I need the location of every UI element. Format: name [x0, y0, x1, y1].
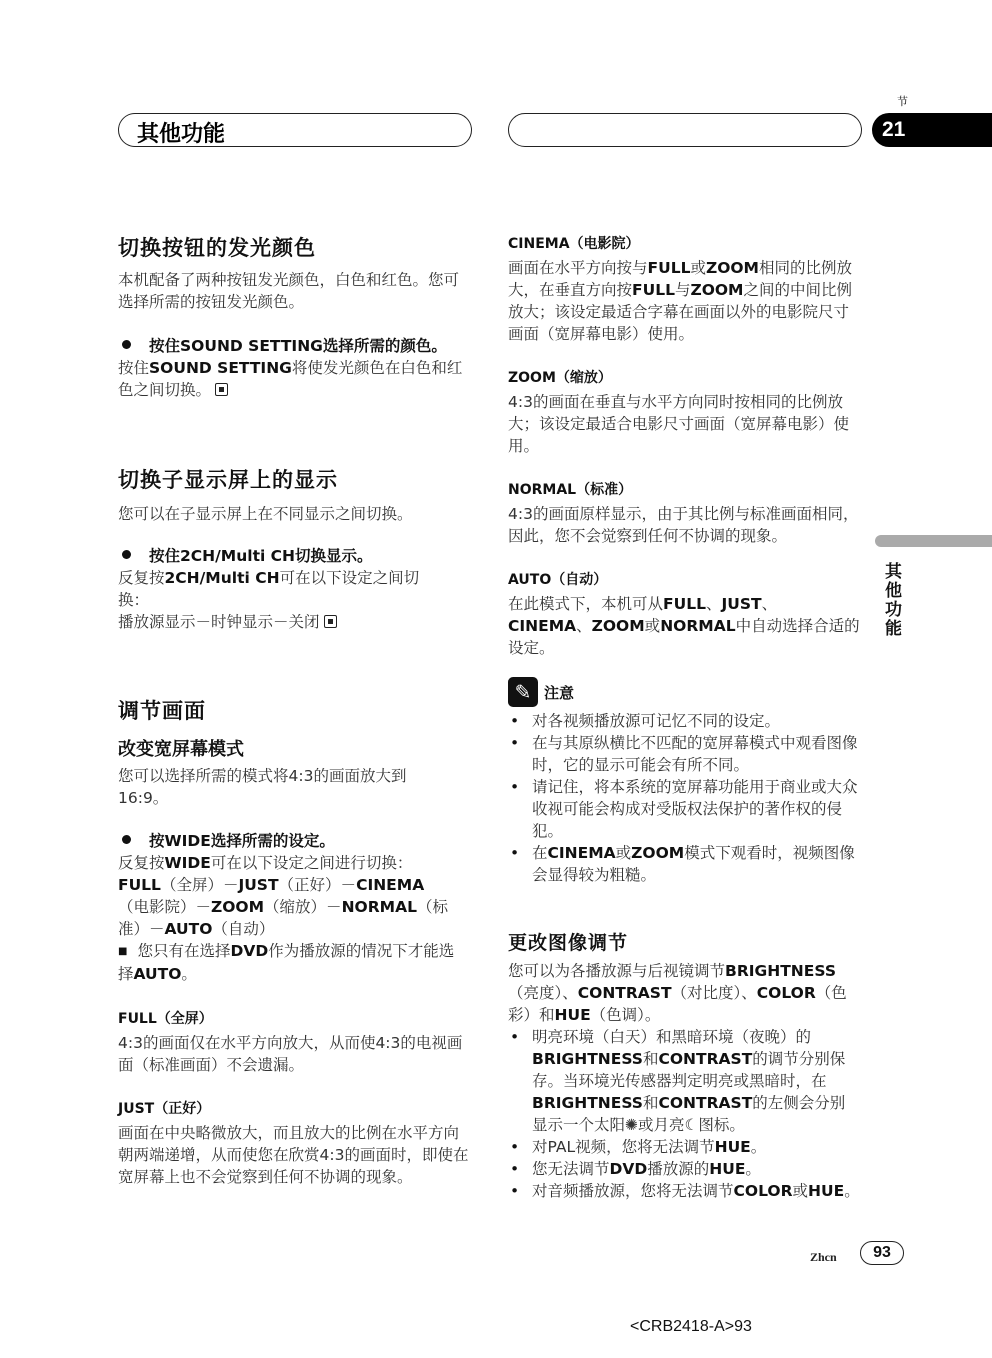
bold-term: ZOOM — [631, 844, 685, 862]
side-tab-label: 其他功能 — [881, 562, 901, 638]
list-item: • 在与其原纵横比不匹配的宽屏幕模式中观看图像时，它的显示可能会有所不同。 — [508, 732, 860, 776]
bold-term: COLOR — [733, 1182, 793, 1200]
header-title: 其他功能 — [137, 122, 226, 147]
bold-term: SOUND SETTING — [149, 359, 292, 377]
bold-term: COLOR — [756, 984, 816, 1002]
step — [118, 830, 470, 852]
note-label: 注意 — [544, 683, 575, 702]
header-empty-pill — [508, 113, 862, 147]
bold-term: DVD — [230, 942, 269, 960]
section-label: 节 — [897, 95, 908, 108]
paragraph: 您可以在子显示屏上在不同显示之间切换。 — [118, 505, 413, 523]
step — [118, 545, 470, 567]
bold-term: WIDE — [164, 854, 211, 872]
square-bullet-icon: ■ — [118, 946, 128, 957]
paragraph: 画面在中央略微放大，而且放大的比例在水平方向朝两端递增，从而使您在欣赏4:3的画面时，即使在宽屏幕上也不会觉察到任何不协调的现象。 — [118, 1124, 469, 1186]
bold-term: ZOOM — [690, 281, 744, 299]
paragraph: 4:3的画面在垂直与水平方向同时按相同的比例放大；该设定最适合电影尺寸画面（宽屏幕电影）使用。 — [508, 393, 850, 455]
note-header — [508, 677, 860, 707]
bullet-icon — [122, 835, 131, 844]
note-list — [508, 710, 860, 886]
mode-title: ZOOM（缩放） — [508, 370, 612, 386]
bold-term: AUTO — [164, 920, 213, 938]
end-mark-icon — [324, 615, 337, 628]
list-item: • 对音频播放源，您将无法调节COLOR或HUE。 — [508, 1180, 860, 1202]
header-title-pill — [118, 113, 472, 147]
section-title: 更改图像调节 — [508, 932, 629, 954]
bold-term: FULL — [647, 259, 691, 277]
bold-term: ZOOM — [705, 259, 759, 277]
bold-term: FULL — [663, 595, 706, 613]
bold-term: JUST — [721, 595, 762, 613]
bold-term: CINEMA — [547, 844, 616, 862]
step-text: 按住2CH/Multi CH切换显示。 — [149, 547, 373, 565]
bold-term: HUE — [554, 1006, 591, 1024]
paragraph: 画面在水平方向按与FULL或ZOOM相同的比例放大，在垂直方向按FULL与ZOOM之间的中间比例放大；该设定最适合字幕在画面以外的电影院尺寸画面（宽屏幕电影）使用。 — [508, 259, 853, 343]
paragraph: 4:3的画面原样显示，由于其比例与标准画面相同，因此，您不会觉察到任何不协调的现象。 — [508, 505, 859, 545]
list-item: • 对各视频播放源可记忆不同的设定。 — [508, 710, 860, 732]
wide-modes — [508, 233, 860, 1202]
bold-term: NORMAL — [660, 617, 736, 635]
note: ■ 您只有在选择DVD作为播放源的情况下才能选择AUTO。 — [118, 942, 455, 983]
bold-term: BRIGHTNESS — [532, 1050, 643, 1068]
end-mark-icon — [215, 383, 228, 396]
paragraph: 本机配备了两种按钮发光颜色，白色和红色。您可选择所需的按钮发光颜色。 — [118, 271, 460, 311]
bold-term: 2CH/Multi CH — [164, 569, 280, 587]
paragraph: 您可以选择所需的模式将4:3的画面放大到16:9。 — [118, 767, 407, 807]
bold-term: FULL — [632, 281, 675, 299]
section-title: 切换子显示屏上的显示 — [118, 468, 338, 492]
section-adjust-picture — [118, 695, 470, 1188]
page-number: 93 — [860, 1241, 904, 1265]
bullet-icon — [122, 550, 131, 559]
list-item: • 请记住，将本系统的宽屏幕功能用于商业或大众收视可能会构成对受版权法保护的著作权的侵犯。 — [508, 776, 860, 842]
step-text: 按住SOUND SETTING选择所需的颜色。 — [149, 337, 447, 355]
bold-term: FULL — [118, 876, 161, 894]
bold-term: HUE — [808, 1182, 845, 1200]
paragraph: 反复按WIDE可在以下设定之间进行切换： — [118, 854, 413, 872]
section-sub-display — [118, 464, 470, 633]
list-item: • 明亮环境（白天）和黑暗环境（夜晚）的BRIGHTNESS和CONTRAST的调节分别保存。当环境光传感器判定明亮或黑暗时，在BRIGHTNESS和CONTRAST的左侧会分别显示一个太阳✺或月亮☾图标。 — [508, 1026, 860, 1136]
bold-term: HUE — [714, 1138, 751, 1156]
bold-term: CONTRAST — [658, 1094, 753, 1112]
bold-term: ZOOM — [211, 898, 265, 916]
section-button-color — [118, 232, 470, 401]
section-title: 切换按钮的发光颜色 — [118, 236, 316, 260]
mode-title: JUST（正好） — [118, 1101, 211, 1117]
bold-term: CINEMA — [356, 876, 425, 894]
paragraph: 在此模式下，本机可从FULL、JUST、CINEMA、ZOOM或NORMAL中自动选择合适的设定。 — [508, 595, 860, 657]
paragraph: 4:3的画面仅在水平方向放大，从而使4:3的电视画面（标准画面）不会遗漏。 — [118, 1034, 463, 1074]
paragraph: 播放源显示－时钟显示－关闭 — [118, 611, 470, 633]
mode-title: NORMAL（标准） — [508, 482, 633, 498]
bold-term: SOUND SETTING — [180, 337, 323, 355]
paragraph: 您可以为各播放源与后视镜调节BRIGHTNESS（亮度）、CONTRAST（对比度）、COLOR（色彩）和HUE（色调）。 — [508, 962, 847, 1024]
bold-term: DVD — [609, 1160, 648, 1178]
side-tab-bar — [875, 535, 992, 547]
subsection-title: 改变宽屏幕模式 — [118, 739, 244, 760]
step-text: 按WIDE选择所需的设定。 — [149, 832, 335, 850]
language-code: Zhcn — [810, 1250, 837, 1264]
bold-term: NORMAL — [341, 898, 417, 916]
mode-title: CINEMA（电影院） — [508, 236, 640, 252]
bold-term: CONTRAST — [658, 1050, 753, 1068]
bold-term: BRIGHTNESS — [532, 1094, 643, 1112]
bullet-icon — [122, 340, 131, 349]
bold-term: CONTRAST — [577, 984, 672, 1002]
step — [118, 335, 470, 357]
mode-sequence: FULL（全屏）－JUST（正好）－CINEMA（电影院）－ZOOM（缩放）－NORMAL（标准）－AUTO（自动） — [118, 876, 448, 938]
list-item: • 在CINEMA或ZOOM模式下观看时，视频图像会显得较为粗糙。 — [508, 842, 860, 886]
mode-title: AUTO（自动） — [508, 572, 608, 588]
list-item: • 对PAL视频，您将无法调节HUE。 — [508, 1136, 860, 1158]
paragraph: 反复按2CH/Multi CH可在以下设定之间切换： — [118, 569, 420, 609]
bold-term: HUE — [709, 1160, 746, 1178]
bold-term: ZOOM — [591, 617, 645, 635]
section-title: 调节画面 — [118, 699, 206, 723]
bold-term: AUTO — [133, 965, 182, 983]
list-item: • 您无法调节DVD播放源的HUE。 — [508, 1158, 860, 1180]
paragraph: 按住SOUND SETTING将使发光颜色在白色和红色之间切换。 — [118, 359, 463, 399]
document-code: <CRB2418-A>93 — [630, 1318, 752, 1335]
pencil-note-icon: ✎ — [508, 677, 538, 707]
bold-term: CINEMA — [508, 617, 577, 635]
bold-term: JUST — [238, 876, 279, 894]
image-note-list — [508, 1026, 860, 1202]
bold-term: BRIGHTNESS — [725, 962, 836, 980]
chapter-number: 21 — [872, 113, 992, 147]
mode-title: FULL（全屏） — [118, 1011, 213, 1027]
